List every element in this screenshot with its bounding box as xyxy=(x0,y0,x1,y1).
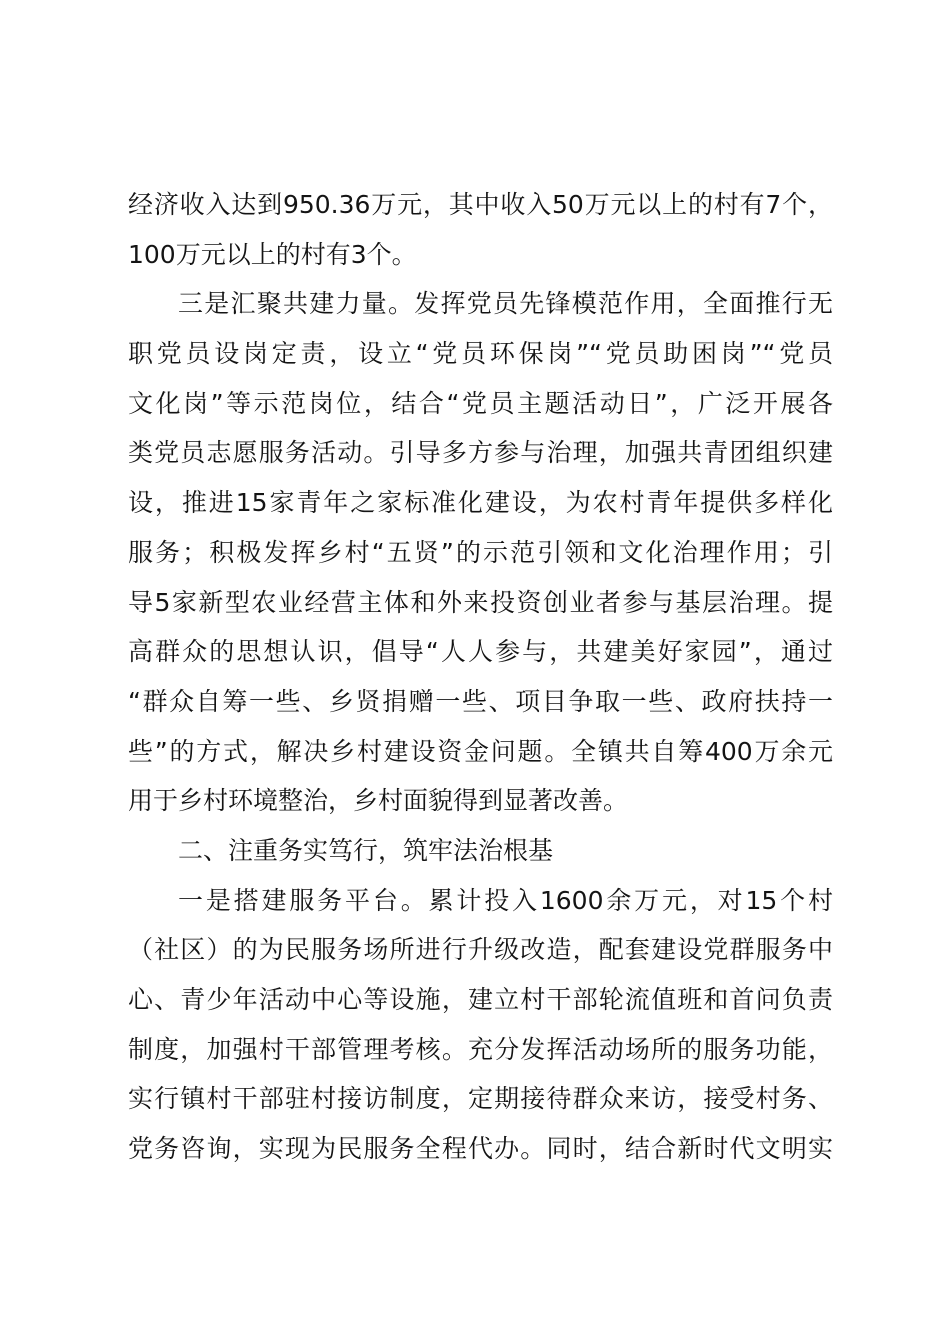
text-line: 心、青少年活动中心等设施，建立村干部轮流值班和首问负责 xyxy=(128,985,833,1014)
text-line: 经济收入达到950.36万元，其中收入50万元以上的村有7个， xyxy=(128,190,833,219)
text-line: 制度，加强村干部管理考核。充分发挥活动场所的服务功能， xyxy=(128,1034,833,1064)
text-line: （社区）的为民服务场所进行升级改造，配套建设党群服务中 xyxy=(128,935,833,965)
text-line: 职党员设岗定责，设立“党员环保岗”“党员助困岗”“党员 xyxy=(128,339,833,369)
section-heading: 二、注重务实笃行，筑牢法治根基 xyxy=(178,835,554,865)
text-line: 设，推进15家青年之家标准化建设，为农村青年提供多样化 xyxy=(128,488,833,518)
text-line: 实行镇村干部驻村接访制度，定期接待群众来访，接受村务、 xyxy=(128,1084,833,1114)
document-body xyxy=(128,180,833,1174)
text-line: 党务咨询，实现为民服务全程代办。同时，结合新时代文明实 xyxy=(128,1134,833,1164)
text-line: “群众自筹一些、乡贤捐赠一些、项目争取一些、政府扶持一 xyxy=(128,686,833,716)
text-line: 高群众的思想认识，倡导“人人参与，共建美好家园”，通过 xyxy=(128,637,833,667)
text-line: 文化岗”等示范岗位，结合“党员主题活动日”，广泛开展各 xyxy=(128,388,833,418)
text-line: 类党员志愿服务活动。引导多方参与治理，加强共青团组织建 xyxy=(128,438,833,468)
paragraph-start-line: 三是汇聚共建力量。发挥党员先锋模范作用，全面推行无 xyxy=(178,289,833,319)
paragraph-start-line: 一是搭建服务平台。累计投入1600余万元，对15个村 xyxy=(178,885,833,915)
text-line: 些”的方式，解决乡村建设资金问题。全镇共自筹400万余元 xyxy=(128,736,833,766)
text-line: 服务；积极发挥乡村“五贤”的示范引领和文化治理作用；引 xyxy=(128,537,833,567)
text-line: 用于乡村环境整治，乡村面貌得到显著改善。 xyxy=(128,786,629,816)
text-line: 导5家新型农业经营主体和外来投资创业者参与基层治理。提 xyxy=(128,587,833,617)
text-line: 100万元以上的村有3个。 xyxy=(128,239,417,269)
